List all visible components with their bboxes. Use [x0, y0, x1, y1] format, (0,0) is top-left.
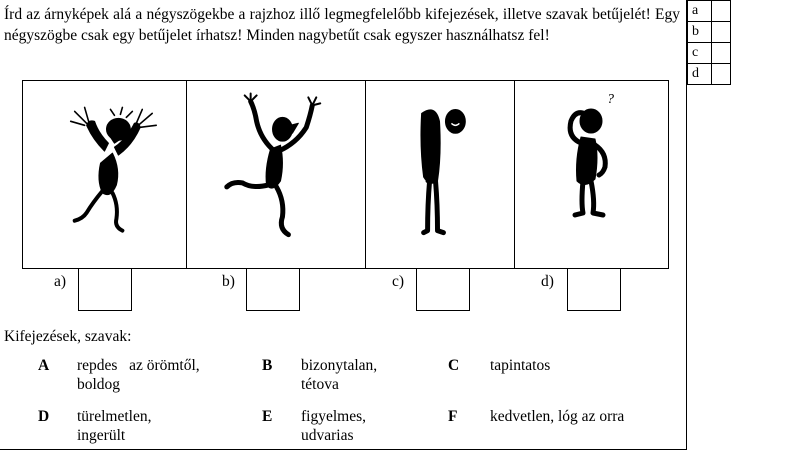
angry-figure-icon — [23, 81, 186, 268]
panel-b — [187, 81, 366, 268]
option-letter-E: E — [262, 408, 273, 425]
answer-label-a: a) — [54, 273, 67, 290]
option-text-B-line1: bizonytalan, — [301, 357, 378, 374]
option-letter-C: C — [448, 357, 460, 374]
option-text-F-line1: kedvetlen, lóg az orra — [490, 408, 625, 425]
option-letter-A: A — [38, 357, 50, 374]
option-text-B-line2: tétova — [301, 376, 339, 393]
option-D — [38, 407, 258, 447]
side-grid-label-b: b — [688, 22, 712, 43]
instructions-text: Írd az árnyképek alá a négyszögekbe a rajzhoz illő legmegfelelőbb kifejezések, illetve szavak betűjelét! Egy négyszögbe csak egy betűjelet írhatsz! Minden nagybetűt csak egyszer használhatsz fel! — [4, 6, 680, 44]
option-letter-D: D — [38, 408, 50, 425]
side-grid-label-a: a — [688, 1, 712, 22]
option-text-A-line1: repdes az örömtől, — [77, 357, 200, 374]
option-C — [448, 356, 668, 396]
panel-c — [366, 81, 515, 268]
panel-d — [515, 81, 668, 268]
option-F — [448, 407, 683, 447]
option-letter-F: F — [448, 408, 458, 425]
answer-box-d[interactable] — [567, 269, 621, 311]
option-text-E-line2: udvarias — [301, 427, 354, 444]
joyful-figure-icon — [187, 81, 365, 268]
answer-box-c[interactable] — [416, 269, 470, 311]
option-text-D-line1: türelmetlen, — [77, 408, 152, 425]
side-grid-box-d[interactable] — [712, 64, 731, 85]
side-grid-box-b[interactable] — [712, 22, 731, 43]
option-text-E-line1: figyelmes, — [301, 408, 366, 425]
option-B — [262, 356, 442, 396]
side-answer-grid — [687, 0, 731, 85]
panel-a — [23, 81, 187, 268]
side-grid-box-a[interactable] — [712, 1, 731, 22]
answer-label-c: c) — [392, 273, 405, 290]
option-text-D-line2: ingerült — [77, 427, 126, 444]
expressions-title: Kifejezések, szavak: — [4, 328, 132, 345]
answer-label-b: b) — [222, 273, 235, 290]
confused-figure-icon — [515, 81, 668, 268]
question-mark: ? — [607, 92, 614, 107]
option-letter-B: B — [262, 357, 273, 374]
option-A — [38, 356, 258, 396]
side-grid-label-c: c — [688, 43, 712, 64]
side-grid-box-c[interactable] — [712, 43, 731, 64]
answer-label-d: d) — [541, 273, 554, 290]
option-text-C-line1: tapintatos — [490, 357, 551, 374]
answer-box-a[interactable] — [78, 269, 132, 311]
silhouette-panels — [22, 80, 669, 269]
answer-box-b[interactable] — [246, 269, 300, 311]
side-grid-label-d: d — [688, 64, 712, 85]
sad-figure-icon — [366, 81, 514, 268]
option-text-A-line2: boldog — [77, 376, 121, 393]
option-E — [262, 407, 442, 447]
